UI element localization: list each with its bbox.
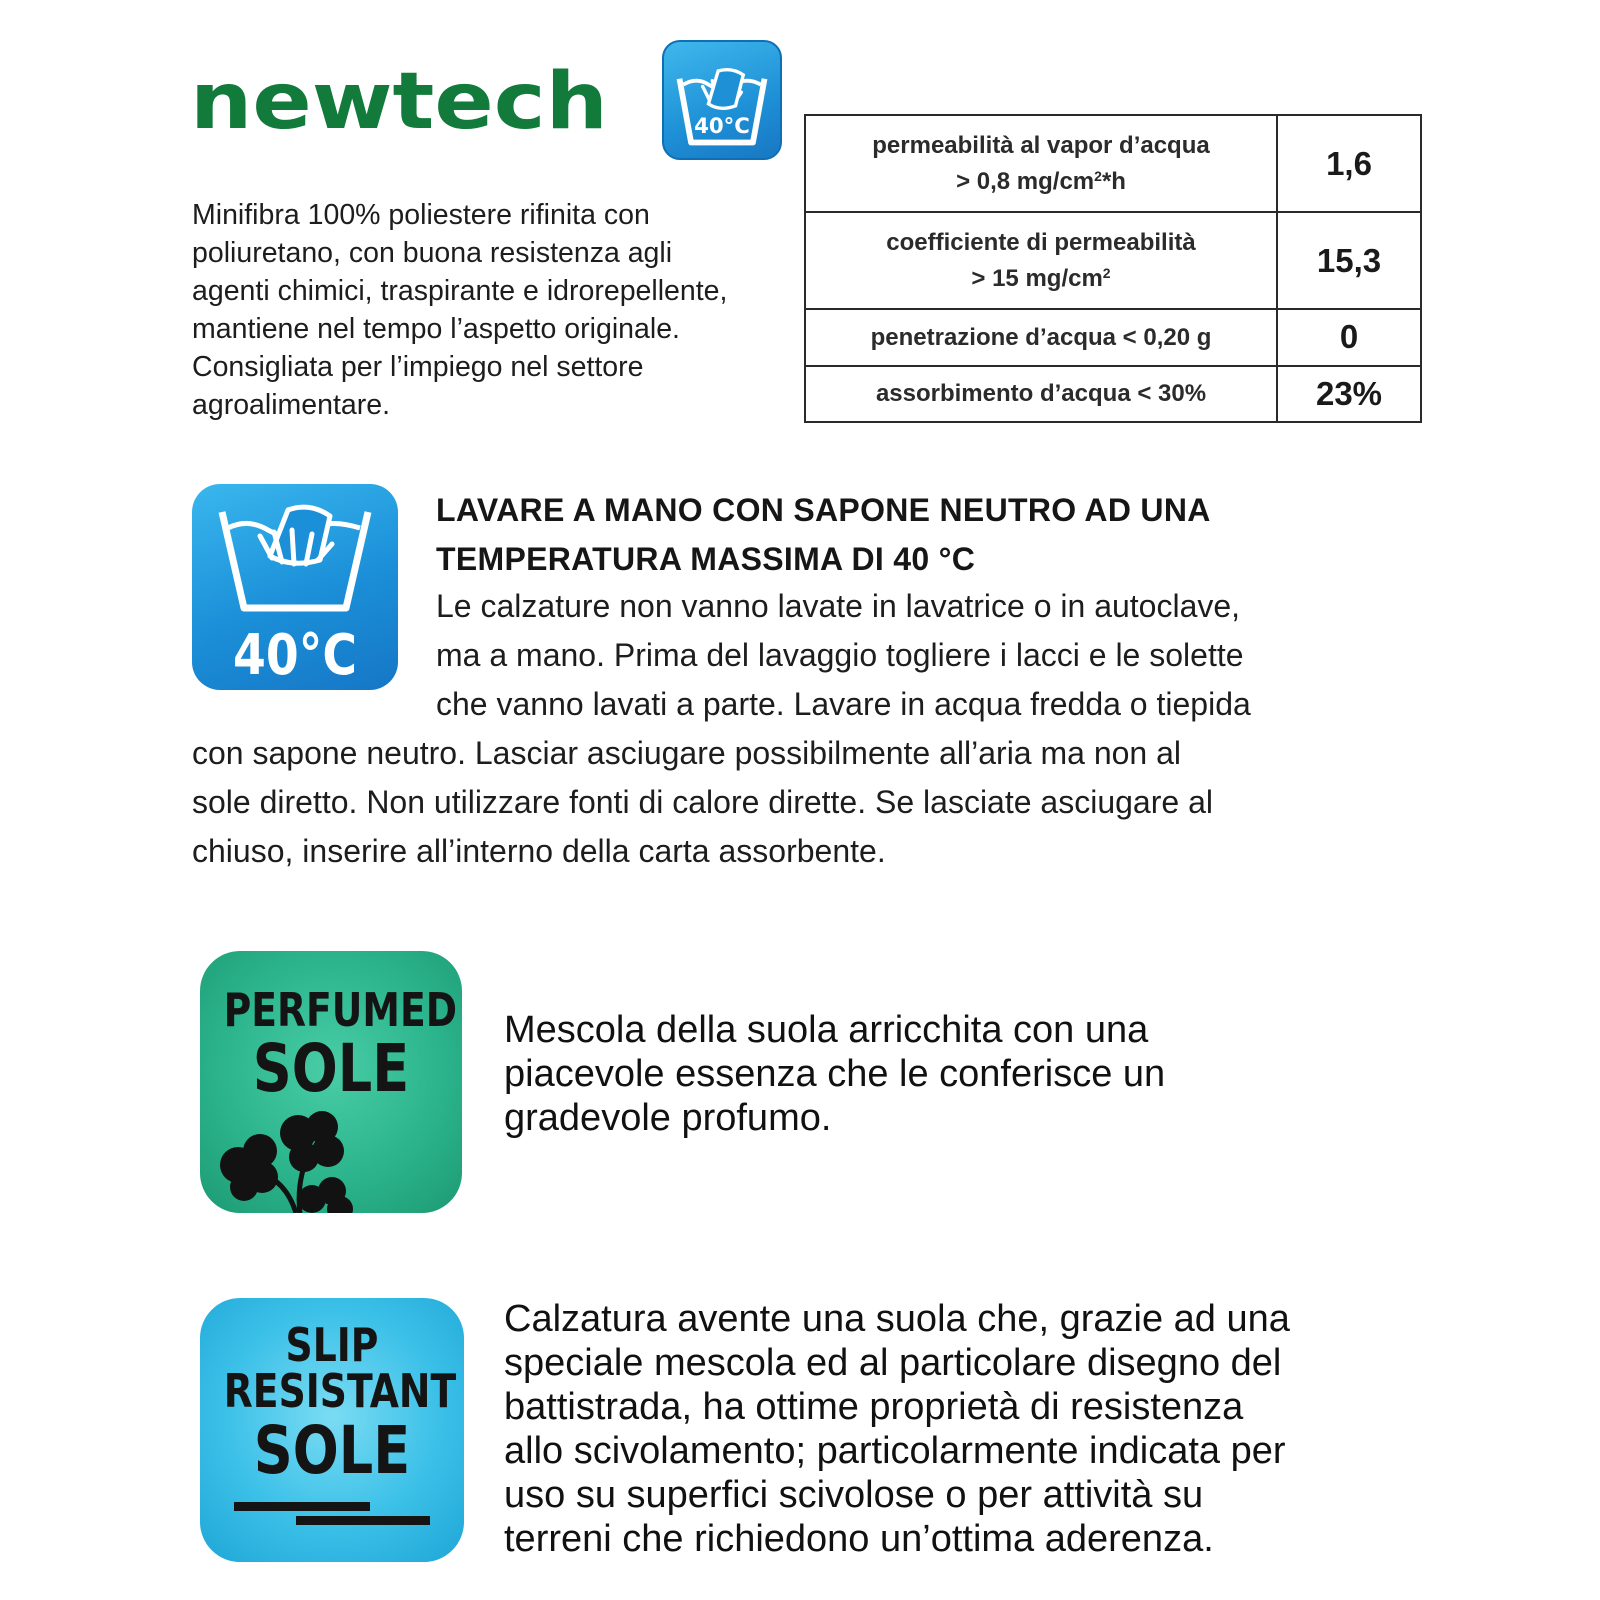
table-row [805,366,1421,422]
slip-badge-line1: SLIP [285,1318,379,1372]
property-unit-prefix: > 15 mg/cm [971,265,1103,293]
table-row [805,212,1421,309]
perfumed-badge-line2: SOLE [252,1030,410,1107]
slip-resistant-sole-badge [200,1298,464,1562]
property-label [805,115,1277,212]
washing-text-line: chiuso, inserire all’interno della carta assorbente. [192,833,886,869]
washing-text-line: Le calzature non vanno lavate in lavatrice o in autoclave, [436,588,1241,624]
property-unit-prefix: > 0,8 mg/cm [956,168,1095,196]
washing-title-line2: TEMPERATURA MASSIMA DI 40 °C [436,541,976,577]
ground-lines-icon [200,1498,464,1538]
slip-badge-line2: RESISTANT [223,1364,457,1418]
brand-logo-text: newtech [190,62,608,142]
feature-text-line: Mescola della suola arricchita con una [504,1009,1149,1051]
property-value: 1,6 [1277,115,1421,212]
perfumed-sole-description [504,1008,1424,1140]
property-label-line2 [806,258,1276,294]
hand-wash-small-label: 40°C [694,113,750,139]
feature-text-line: gradevole profumo. [504,1097,832,1139]
perfumed-sole-badge [200,951,462,1213]
hand-wash-icon [192,484,398,690]
feature-text-line: speciale mescola ed al particolare disegno del [504,1342,1282,1384]
washing-text-line: ma a mano. Prima del lavaggio togliere i lacci e le solette [436,637,1244,673]
flower-icon [200,1111,462,1213]
property-label-line2 [806,161,1276,197]
table-row [805,115,1421,212]
washing-text-line: sole diretto. Non utilizzare fonti di calore dirette. Se lasciate asciugare al [192,784,1213,820]
slip-badge-line3: SOLE [253,1412,411,1489]
washing-text-part1 [436,582,1436,729]
property-label [805,212,1277,309]
feature-text-line: allo scivolamento; particolarmente indicata per [504,1430,1286,1472]
properties-table [804,114,1422,423]
perfumed-badge-line1: PERFUMED [223,983,458,1037]
property-unit-sup: 2 [1094,168,1102,185]
property-unit-suffix: *h [1101,168,1126,196]
property-value: 0 [1277,309,1421,365]
property-label-line1: coefficiente di permeabilità [886,229,1196,257]
slip-resistant-description [504,1297,1424,1561]
material-description: Minifibra 100% poliestere rifinita con poliuretano, con buona resistenza agli agenti chimici, traspirante e idrorepellente, mantiene nel tempo l’aspetto originale. Consigliata per l’impiego nel settore agroalimentare. [192,199,728,421]
table-row [805,309,1421,365]
property-unit-sup: 2 [1102,265,1111,282]
hand-wash-small-icon [662,40,782,160]
feature-text-line: Calzatura avente una suola che, grazie ad una [504,1298,1290,1340]
washing-title-line1: LAVARE A MANO CON SAPONE NEUTRO AD UNA [436,492,1211,528]
washing-text-part2 [192,729,1422,876]
property-label-line1: permeabilità al vapor d’acqua [872,132,1210,160]
washing-text-line: che vanno lavati a parte. Lavare in acqua fredda o tiepida [436,686,1251,722]
feature-text-line: piacevole essenza che le conferisce un [504,1053,1166,1095]
property-label: penetrazione d’acqua < 0,20 g [805,309,1277,365]
washing-text-line: con sapone neutro. Lasciar asciugare possibilmente all’aria ma non al [192,735,1182,771]
property-value: 15,3 [1277,212,1421,309]
property-label: assorbimento d’acqua < 30% [805,366,1277,422]
washing-title [436,486,1436,584]
hand-wash-label: 40°C [233,623,357,688]
brand-logo [190,62,610,147]
property-value: 23% [1277,366,1421,422]
feature-text-line: battistrada, ha ottime proprietà di resistenza [504,1386,1244,1428]
feature-text-line: uso su superfici scivolose o per attività su [504,1474,1204,1516]
feature-text-line: terreni che richiedono un’ottima aderenza. [504,1518,1214,1560]
